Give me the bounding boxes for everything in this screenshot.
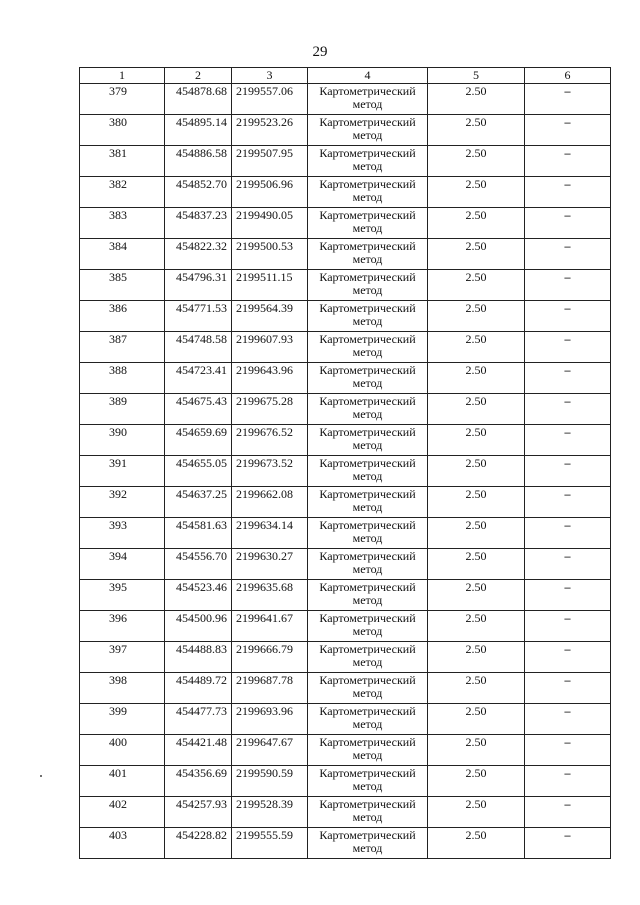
table-row bbox=[80, 146, 611, 177]
table-row bbox=[80, 735, 611, 766]
column-header-6: 6 bbox=[525, 68, 611, 84]
y-coordinate-cell: 2199507.95 bbox=[232, 146, 308, 177]
y-coordinate-cell: 2199528.39 bbox=[232, 797, 308, 828]
y-coordinate-cell: 2199662.08 bbox=[232, 487, 308, 518]
column-header-4: 4 bbox=[308, 68, 428, 84]
x-coordinate-cell: 454886.58 bbox=[165, 146, 232, 177]
y-coordinate-cell: 2199590.59 bbox=[232, 766, 308, 797]
point-number-cell: 394 bbox=[80, 549, 165, 580]
method-cell: Картометрический метод bbox=[308, 580, 428, 611]
x-coordinate-cell: 454228.82 bbox=[165, 828, 232, 859]
x-coordinate-cell: 454837.23 bbox=[165, 208, 232, 239]
x-coordinate-cell: 454895.14 bbox=[165, 115, 232, 146]
table-row bbox=[80, 828, 611, 859]
point-number-cell: 384 bbox=[80, 239, 165, 270]
description-cell: – bbox=[525, 332, 611, 363]
x-coordinate-cell: 454477.73 bbox=[165, 704, 232, 735]
accuracy-cell: 2.50 bbox=[428, 487, 525, 518]
y-coordinate-cell: 2199687.78 bbox=[232, 673, 308, 704]
method-cell: Картометрический метод bbox=[308, 332, 428, 363]
method-cell: Картометрический метод bbox=[308, 177, 428, 208]
table-row bbox=[80, 642, 611, 673]
method-cell: Картометрический метод bbox=[308, 673, 428, 704]
x-coordinate-cell: 454523.46 bbox=[165, 580, 232, 611]
accuracy-cell: 2.50 bbox=[428, 828, 525, 859]
x-coordinate-cell: 454655.05 bbox=[165, 456, 232, 487]
description-cell: – bbox=[525, 394, 611, 425]
column-header-1: 1 bbox=[80, 68, 165, 84]
table-body bbox=[80, 84, 611, 859]
y-coordinate-cell: 2199555.59 bbox=[232, 828, 308, 859]
x-coordinate-cell: 454356.69 bbox=[165, 766, 232, 797]
table-row bbox=[80, 797, 611, 828]
method-cell: Картометрический метод bbox=[308, 84, 428, 115]
accuracy-cell: 2.50 bbox=[428, 239, 525, 270]
accuracy-cell: 2.50 bbox=[428, 580, 525, 611]
point-number-cell: 389 bbox=[80, 394, 165, 425]
method-cell: Картометрический метод bbox=[308, 828, 428, 859]
accuracy-cell: 2.50 bbox=[428, 332, 525, 363]
method-cell: Картометрический метод bbox=[308, 363, 428, 394]
y-coordinate-cell: 2199673.52 bbox=[232, 456, 308, 487]
description-cell: – bbox=[525, 549, 611, 580]
point-number-cell: 385 bbox=[80, 270, 165, 301]
y-coordinate-cell: 2199506.96 bbox=[232, 177, 308, 208]
y-coordinate-cell: 2199676.52 bbox=[232, 425, 308, 456]
accuracy-cell: 2.50 bbox=[428, 549, 525, 580]
description-cell: – bbox=[525, 487, 611, 518]
x-coordinate-cell: 454581.63 bbox=[165, 518, 232, 549]
page-number: 29 bbox=[312, 44, 328, 60]
x-coordinate-cell: 454748.58 bbox=[165, 332, 232, 363]
point-number-cell: 391 bbox=[80, 456, 165, 487]
description-cell: – bbox=[525, 580, 611, 611]
accuracy-cell: 2.50 bbox=[428, 797, 525, 828]
x-coordinate-cell: 454421.48 bbox=[165, 735, 232, 766]
x-coordinate-cell: 454489.72 bbox=[165, 673, 232, 704]
accuracy-cell: 2.50 bbox=[428, 518, 525, 549]
accuracy-cell: 2.50 bbox=[428, 84, 525, 115]
description-cell: – bbox=[525, 363, 611, 394]
method-cell: Картометрический метод bbox=[308, 642, 428, 673]
point-number-cell: 387 bbox=[80, 332, 165, 363]
accuracy-cell: 2.50 bbox=[428, 270, 525, 301]
accuracy-cell: 2.50 bbox=[428, 735, 525, 766]
table-row bbox=[80, 394, 611, 425]
description-cell: – bbox=[525, 642, 611, 673]
y-coordinate-cell: 2199675.28 bbox=[232, 394, 308, 425]
accuracy-cell: 2.50 bbox=[428, 208, 525, 239]
description-cell: – bbox=[525, 177, 611, 208]
column-header-3: 3 bbox=[232, 68, 308, 84]
description-cell: – bbox=[525, 611, 611, 642]
x-coordinate-cell: 454852.70 bbox=[165, 177, 232, 208]
table-row bbox=[80, 363, 611, 394]
accuracy-cell: 2.50 bbox=[428, 394, 525, 425]
method-cell: Картометрический метод bbox=[308, 704, 428, 735]
table-row bbox=[80, 456, 611, 487]
point-number-cell: 381 bbox=[80, 146, 165, 177]
description-cell: – bbox=[525, 518, 611, 549]
method-cell: Картометрический метод bbox=[308, 394, 428, 425]
point-number-cell: 397 bbox=[80, 642, 165, 673]
method-cell: Картометрический метод bbox=[308, 766, 428, 797]
column-header-2: 2 bbox=[165, 68, 232, 84]
accuracy-cell: 2.50 bbox=[428, 301, 525, 332]
x-coordinate-cell: 454556.70 bbox=[165, 549, 232, 580]
method-cell: Картометрический метод bbox=[308, 487, 428, 518]
description-cell: – bbox=[525, 301, 611, 332]
column-header-5: 5 bbox=[428, 68, 525, 84]
table-row bbox=[80, 580, 611, 611]
y-coordinate-cell: 2199523.26 bbox=[232, 115, 308, 146]
description-cell: – bbox=[525, 673, 611, 704]
point-number-cell: 401 bbox=[80, 766, 165, 797]
method-cell: Картометрический метод bbox=[308, 611, 428, 642]
description-cell: – bbox=[525, 828, 611, 859]
description-cell: – bbox=[525, 146, 611, 177]
x-coordinate-cell: 454488.83 bbox=[165, 642, 232, 673]
table-row bbox=[80, 208, 611, 239]
y-coordinate-cell: 2199634.14 bbox=[232, 518, 308, 549]
method-cell: Картометрический метод bbox=[308, 549, 428, 580]
description-cell: – bbox=[525, 797, 611, 828]
x-coordinate-cell: 454796.31 bbox=[165, 270, 232, 301]
x-coordinate-cell: 454822.32 bbox=[165, 239, 232, 270]
method-cell: Картометрический метод bbox=[308, 270, 428, 301]
coordinates-table bbox=[79, 67, 611, 859]
accuracy-cell: 2.50 bbox=[428, 363, 525, 394]
table-row bbox=[80, 518, 611, 549]
table-row bbox=[80, 239, 611, 270]
description-cell: – bbox=[525, 735, 611, 766]
table-row bbox=[80, 332, 611, 363]
table-row bbox=[80, 115, 611, 146]
table-row bbox=[80, 301, 611, 332]
table-header bbox=[80, 68, 611, 84]
point-number-cell: 390 bbox=[80, 425, 165, 456]
x-coordinate-cell: 454878.68 bbox=[165, 84, 232, 115]
method-cell: Картометрический метод bbox=[308, 146, 428, 177]
y-coordinate-cell: 2199666.79 bbox=[232, 642, 308, 673]
description-cell: – bbox=[525, 239, 611, 270]
x-coordinate-cell: 454637.25 bbox=[165, 487, 232, 518]
table-row bbox=[80, 177, 611, 208]
description-cell: – bbox=[525, 766, 611, 797]
accuracy-cell: 2.50 bbox=[428, 425, 525, 456]
y-coordinate-cell: 2199635.68 bbox=[232, 580, 308, 611]
description-cell: – bbox=[525, 115, 611, 146]
method-cell: Картометрический метод bbox=[308, 735, 428, 766]
scan-speck bbox=[40, 775, 42, 777]
method-cell: Картометрический метод bbox=[308, 115, 428, 146]
accuracy-cell: 2.50 bbox=[428, 673, 525, 704]
y-coordinate-cell: 2199564.39 bbox=[232, 301, 308, 332]
y-coordinate-cell: 2199511.15 bbox=[232, 270, 308, 301]
y-coordinate-cell: 2199630.27 bbox=[232, 549, 308, 580]
y-coordinate-cell: 2199643.96 bbox=[232, 363, 308, 394]
method-cell: Картометрический метод bbox=[308, 456, 428, 487]
table-row bbox=[80, 549, 611, 580]
point-number-cell: 402 bbox=[80, 797, 165, 828]
y-coordinate-cell: 2199647.67 bbox=[232, 735, 308, 766]
description-cell: – bbox=[525, 456, 611, 487]
point-number-cell: 392 bbox=[80, 487, 165, 518]
method-cell: Картометрический метод bbox=[308, 208, 428, 239]
point-number-cell: 379 bbox=[80, 84, 165, 115]
point-number-cell: 383 bbox=[80, 208, 165, 239]
y-coordinate-cell: 2199607.93 bbox=[232, 332, 308, 363]
point-number-cell: 398 bbox=[80, 673, 165, 704]
y-coordinate-cell: 2199693.96 bbox=[232, 704, 308, 735]
point-number-cell: 400 bbox=[80, 735, 165, 766]
table-row bbox=[80, 425, 611, 456]
point-number-cell: 393 bbox=[80, 518, 165, 549]
point-number-cell: 399 bbox=[80, 704, 165, 735]
description-cell: – bbox=[525, 84, 611, 115]
method-cell: Картометрический метод bbox=[308, 301, 428, 332]
method-cell: Картометрический метод bbox=[308, 518, 428, 549]
header-row bbox=[80, 68, 611, 84]
x-coordinate-cell: 454659.69 bbox=[165, 425, 232, 456]
accuracy-cell: 2.50 bbox=[428, 177, 525, 208]
y-coordinate-cell: 2199500.53 bbox=[232, 239, 308, 270]
table-row bbox=[80, 611, 611, 642]
table-row bbox=[80, 704, 611, 735]
description-cell: – bbox=[525, 704, 611, 735]
point-number-cell: 388 bbox=[80, 363, 165, 394]
accuracy-cell: 2.50 bbox=[428, 766, 525, 797]
table-row bbox=[80, 84, 611, 115]
description-cell: – bbox=[525, 425, 611, 456]
accuracy-cell: 2.50 bbox=[428, 704, 525, 735]
point-number-cell: 380 bbox=[80, 115, 165, 146]
y-coordinate-cell: 2199641.67 bbox=[232, 611, 308, 642]
accuracy-cell: 2.50 bbox=[428, 642, 525, 673]
table-row bbox=[80, 487, 611, 518]
point-number-cell: 382 bbox=[80, 177, 165, 208]
description-cell: – bbox=[525, 270, 611, 301]
y-coordinate-cell: 2199557.06 bbox=[232, 84, 308, 115]
point-number-cell: 403 bbox=[80, 828, 165, 859]
y-coordinate-cell: 2199490.05 bbox=[232, 208, 308, 239]
accuracy-cell: 2.50 bbox=[428, 611, 525, 642]
table-row bbox=[80, 673, 611, 704]
x-coordinate-cell: 454500.96 bbox=[165, 611, 232, 642]
x-coordinate-cell: 454675.43 bbox=[165, 394, 232, 425]
point-number-cell: 386 bbox=[80, 301, 165, 332]
method-cell: Картометрический метод bbox=[308, 239, 428, 270]
accuracy-cell: 2.50 bbox=[428, 456, 525, 487]
x-coordinate-cell: 454723.41 bbox=[165, 363, 232, 394]
x-coordinate-cell: 454257.93 bbox=[165, 797, 232, 828]
table-row bbox=[80, 766, 611, 797]
x-coordinate-cell: 454771.53 bbox=[165, 301, 232, 332]
accuracy-cell: 2.50 bbox=[428, 146, 525, 177]
accuracy-cell: 2.50 bbox=[428, 115, 525, 146]
method-cell: Картометрический метод bbox=[308, 797, 428, 828]
method-cell: Картометрический метод bbox=[308, 425, 428, 456]
point-number-cell: 395 bbox=[80, 580, 165, 611]
description-cell: – bbox=[525, 208, 611, 239]
table-row bbox=[80, 270, 611, 301]
point-number-cell: 396 bbox=[80, 611, 165, 642]
